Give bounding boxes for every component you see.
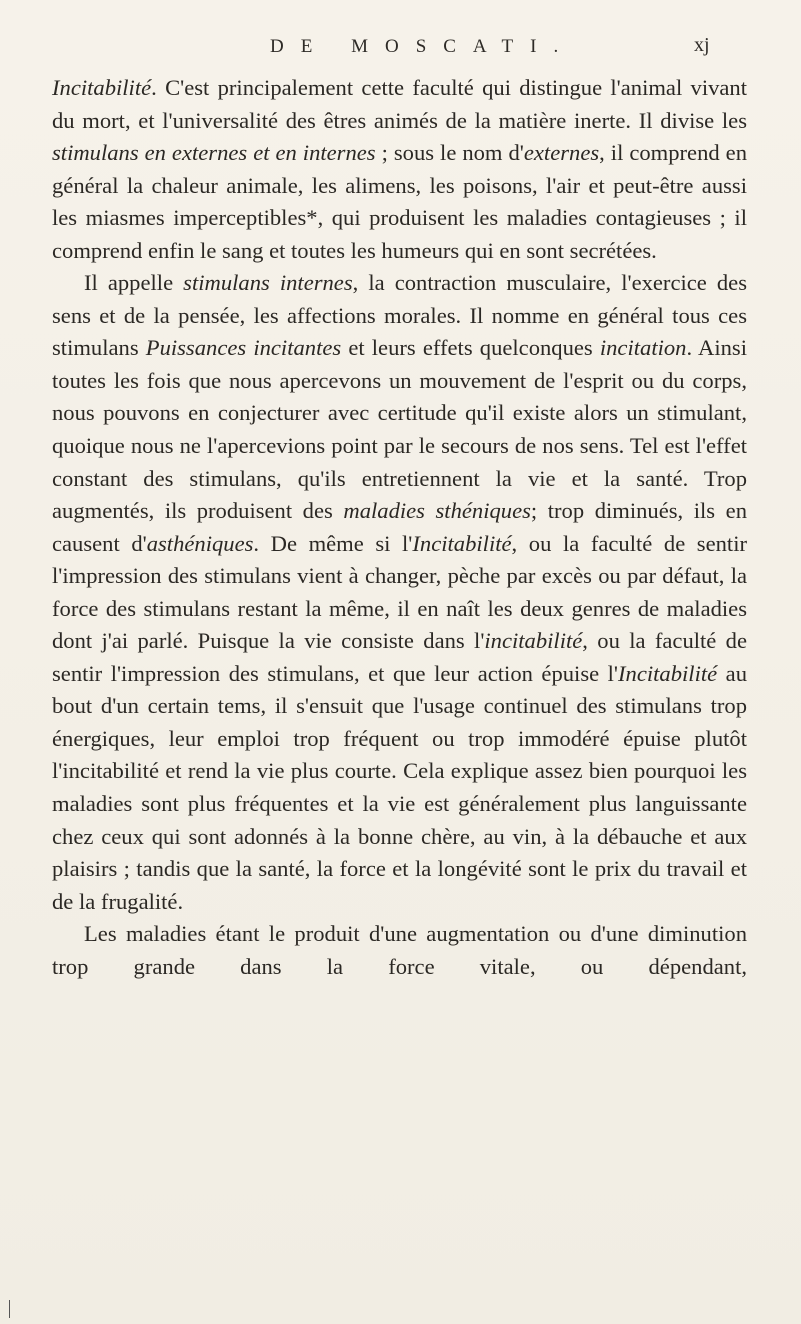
italic-stimulans-internes: stimulans internes <box>183 270 353 296</box>
italic-maladies-stheniques: maladies sthéniques <box>343 498 531 524</box>
italic-incitation: incitation <box>599 335 687 361</box>
italic-externes: externes <box>523 140 600 166</box>
term-incitabilite: Incitabilité <box>52 75 152 100</box>
body-text <box>52 72 747 983</box>
paragraph-3: Les maladies étant le produit d'une augmentation ou d'une diminution trop grande dans la force vitale, ou dépendant, <box>52 921 747 979</box>
paragraph-2: Il appelle stimulans internes, la contraction musculaire, l'exercice des sens et de la pensée, les affections morales. Il nomme en général tous ces stimulans Puissances incitantes et leurs effets quelconques incitation. Ainsi toutes les fois que nous apercevons un mouvement de l'esprit ou du corps, nous pouvons en conjecturer avec certitude qu'il existe alors un stimulant, quoique nous ne l'apercevions point par le secours de nos sens. Tel est l'effet constant des stimulans, qu'ils entretiennent la vie et la santé. Trop augmentés, ils produisent des maladies sthéniques; trop diminués, ils en causent d'asthéniques. De même si l'Incitabilité, ou la faculté de sentir l'impression des stimulans vient à changer, pèche par excès ou par défaut, la force des stimulans restant la même, il en naît les deux genres de maladies dont j'ai parlé. Puisque la vie consiste dans l'incitabilité, ou la faculté de sentir l'impression des stimulans, et que leur action épuise l'Incitabilité au bout d'un certain tems, il s'ensuit que l'usage continuel des stimulans trop énergiques, leur emploi trop fréquent ou trop immodéré épuise plutôt l'incitabilité et rend la vie plus courte. Cela explique assez bien pourquoi les maladies sont plus fréquentes et la vie est généralement plus languissante chez ceux qui sont adonnés à la bonne chère, au vin, à la débauche et aux plaisirs ; tandis que la santé, la force et la longévité sont le prix du travail et de la frugalité. <box>52 270 748 914</box>
italic-stimulans-externes-internes: stimulans en externes et en internes <box>52 140 376 166</box>
paragraph-1: Incitabilité. C'est principalement cette faculté qui distingue l'animal vivant du mort, et l'universalité des êtres animés de la matière inerte. Il divise les stimulans en externes et en internes ; sous le nom d'externes, il comprend en général la chaleur animale, les alimens, les poisons, l'air et peut-être aussi les miasmes imperceptibles*, qui produisent les maladies contagieuses ; il comprend enfin le sang et toutes les humeurs qui en sont secrétées. <box>52 75 747 263</box>
page-number: xj <box>694 34 710 56</box>
italic-incitabilite-1: Incitabilité <box>412 530 512 556</box>
italic-astheniques: asthéniques <box>146 530 254 556</box>
running-head: DE MOSCATI. <box>270 36 576 57</box>
italic-puissances-incitantes: Puissances incitantes <box>145 335 342 361</box>
italic-incitabilite-2: incitabilité <box>484 628 583 654</box>
italic-incitabilite-3: Incitabilité <box>618 660 718 686</box>
margin-mark <box>9 1300 10 1318</box>
